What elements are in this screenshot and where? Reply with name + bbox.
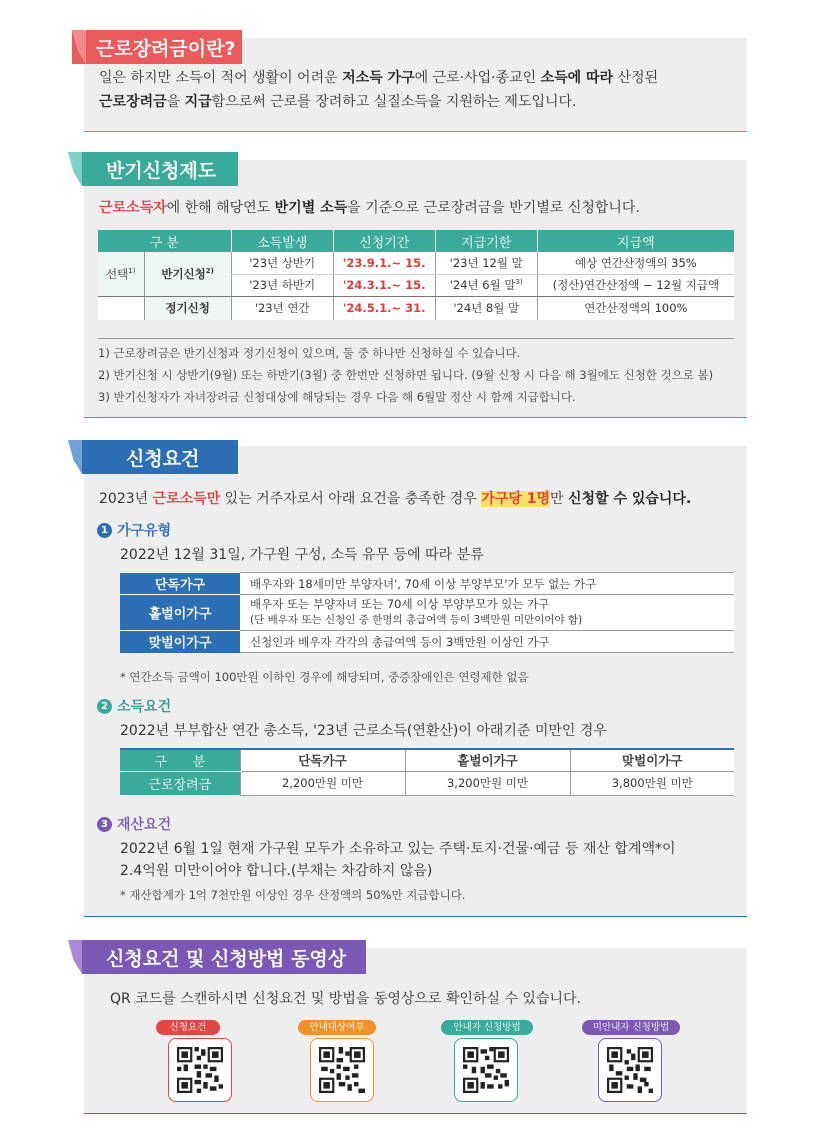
step-income: 2 소득요건: [97, 696, 171, 716]
section-requirements: [84, 446, 747, 917]
qr-unnotified[interactable]: [598, 1038, 662, 1102]
note-2: 2) 반기신청 시 상반기(9월) 또는 하반기(3월) 중 한번만 신청하면 됩니다. (9월 신청 시 다음 해 3월에도 신청한 것으로 봄): [98, 368, 714, 382]
step2-desc: 2022년 부부합산 연간 총소득, '23년 근로소득(연환산)이 아래기준 미만인 경우: [120, 723, 607, 739]
intro-line-1: 일은 하지만 소득이 적어 생활이 어려운 저소득 가구에 근로·사업·종교인 소득에 따라 산정된: [99, 70, 659, 86]
inc-th-category: 구 분: [120, 749, 240, 771]
type-single: 단독가구: [120, 573, 240, 595]
qr-label-unnotified: 미안내자 신청방법: [582, 1020, 680, 1035]
half-year-table: [98, 230, 734, 320]
section-title-requirements: 신청요건: [82, 440, 238, 474]
qr-label-requirements: 신청요건: [156, 1020, 220, 1035]
th-category: 구 분: [98, 230, 231, 252]
inc-th-dual: 맞벌이가구: [570, 749, 734, 771]
type-one-earner: 홑벌이가구: [120, 595, 240, 631]
qr-code-icon: [177, 1047, 223, 1093]
intro-line-2: 근로장려금을 지급함으로써 근로를 장려하고 실질소득을 지원하는 제도입니다.: [99, 94, 577, 110]
household-table: [120, 572, 734, 653]
row3-period: '24.5.1.~ 31.: [333, 296, 435, 320]
cell-regular: 정기신청: [144, 296, 231, 320]
row1-period: '23.9.1.~ 15.: [333, 252, 435, 274]
inc-row-single: 2,200만원 미만: [240, 771, 405, 795]
section-title-intro: 근로장려금이란?: [72, 30, 242, 64]
row1-due: '23년 12월 말: [435, 252, 537, 274]
th-income: 소득발생: [231, 230, 333, 252]
type-single-desc: 배우자와 18세미만 부양자녀', 70세 이상 부양부모'가 모두 없는 가구: [240, 573, 734, 595]
row2-due: '24년 6월 말$^{3)}$: [435, 274, 537, 296]
qr-code-icon: [463, 1047, 509, 1093]
type-dual-earner: 맞벌이가구: [120, 631, 240, 653]
qr-notified[interactable]: [454, 1038, 518, 1102]
inc-row-one: 3,200만원 미만: [405, 771, 570, 795]
section-title-half-year: 반기신청제도: [82, 152, 238, 186]
note-1: 1) 근로장려금은 반기신청과 정기신청이 있으며, 둘 중 하나만 신청하실 수 있습니다.: [98, 346, 521, 360]
row3-income: '23년 연간: [231, 296, 333, 320]
type-one-earner-desc: 배우자 또는 부양자녀 또는 70세 이상 부양부모가 있는 가구 (단 배우자 또는 신청인 중 한명의 총급여액 등이 3백만원 미만이어야 함): [240, 595, 734, 631]
type-dual-earner-desc: 신청인과 배우자 각각의 총급여액 등이 3백만원 이상인 가구: [240, 631, 734, 653]
property-note: * 재산합계가 1억 7천만원 이상인 경우 산정액의 50%만 지급합니다.: [120, 888, 466, 902]
th-due: 지급기한: [435, 230, 537, 252]
qr-code-icon: [607, 1047, 653, 1093]
step1-desc: 2022년 12월 31일, 가구원 구성, 소득 유무 등에 따라 분류: [120, 547, 484, 563]
section-half-year: [84, 160, 747, 418]
cell-half: 반기신청$^{2)}$: [144, 252, 231, 296]
inc-row-dual: 3,800만원 미만: [570, 771, 734, 795]
note-3: 3) 반기신청자가 자녀장려금 신청대상에 해당되는 경우 다음 해 6월말 정산 시 함께 지급합니다.: [98, 390, 576, 404]
step-property: 3 재산요건: [97, 814, 171, 834]
household-note: * 연간소득 금액이 100만원 이하인 경우에 해당되며, 중증장애인은 연령제한 없음: [120, 670, 529, 684]
qr-label-notified: 안내자 신청방법: [441, 1020, 533, 1035]
inc-row-label: 근로장려금: [120, 771, 240, 795]
row2-period: '24.3.1.~ 15.: [333, 274, 435, 296]
step3-desc-2: 2.4억원 미만이어야 합니다.(부채는 차감하지 않음): [120, 863, 433, 879]
step3-desc-1: 2022년 6월 1일 현재 가구원 모두가 소유하고 있는 주택·토지·건물·예금 등 재산 합계액*이: [120, 841, 676, 857]
row1-income: '23년 상반기: [231, 252, 333, 274]
qr-code-icon: [319, 1047, 365, 1093]
half-year-desc: 근로소득자에 한해 해당연도 반기별 소득을 기준으로 근로장려금을 반기별로 신청합니다.: [99, 200, 640, 216]
row2-income: '23년 하반기: [231, 274, 333, 296]
req-desc: 2023년 근로소득만 있는 거주자로서 아래 요건을 충족한 경우 가구당 1명만 신청할 수 있습니다.: [99, 491, 692, 507]
inc-th-single: 단독가구: [240, 749, 405, 771]
inc-th-one: 홑벌이가구: [405, 749, 570, 771]
row3-amount: 연간산정액의 100%: [537, 296, 734, 320]
video-desc: QR 코드를 스캔하시면 신청요건 및 방법을 동영상으로 확인하실 수 있습니다.: [110, 991, 581, 1007]
qr-requirements[interactable]: [168, 1038, 232, 1102]
qr-target[interactable]: [310, 1038, 374, 1102]
row2-amount: (정산)연간산정액 − 12월 지급액: [537, 274, 734, 296]
qr-label-target: 안내대상여부: [298, 1020, 376, 1035]
section-title-video: 신청요건 및 신청방법 동영상: [82, 940, 366, 974]
row3-due: '24년 8월 말: [435, 296, 537, 320]
income-table: [120, 748, 734, 796]
th-amount: 지급액: [617, 235, 655, 251]
row1-amount: 예상 연간산정액의 35%: [537, 252, 734, 274]
step-household: 1 가구유형: [97, 520, 171, 540]
cell-select: 선택$^{1)}$: [98, 252, 144, 296]
th-period: 신청기간: [333, 230, 435, 252]
